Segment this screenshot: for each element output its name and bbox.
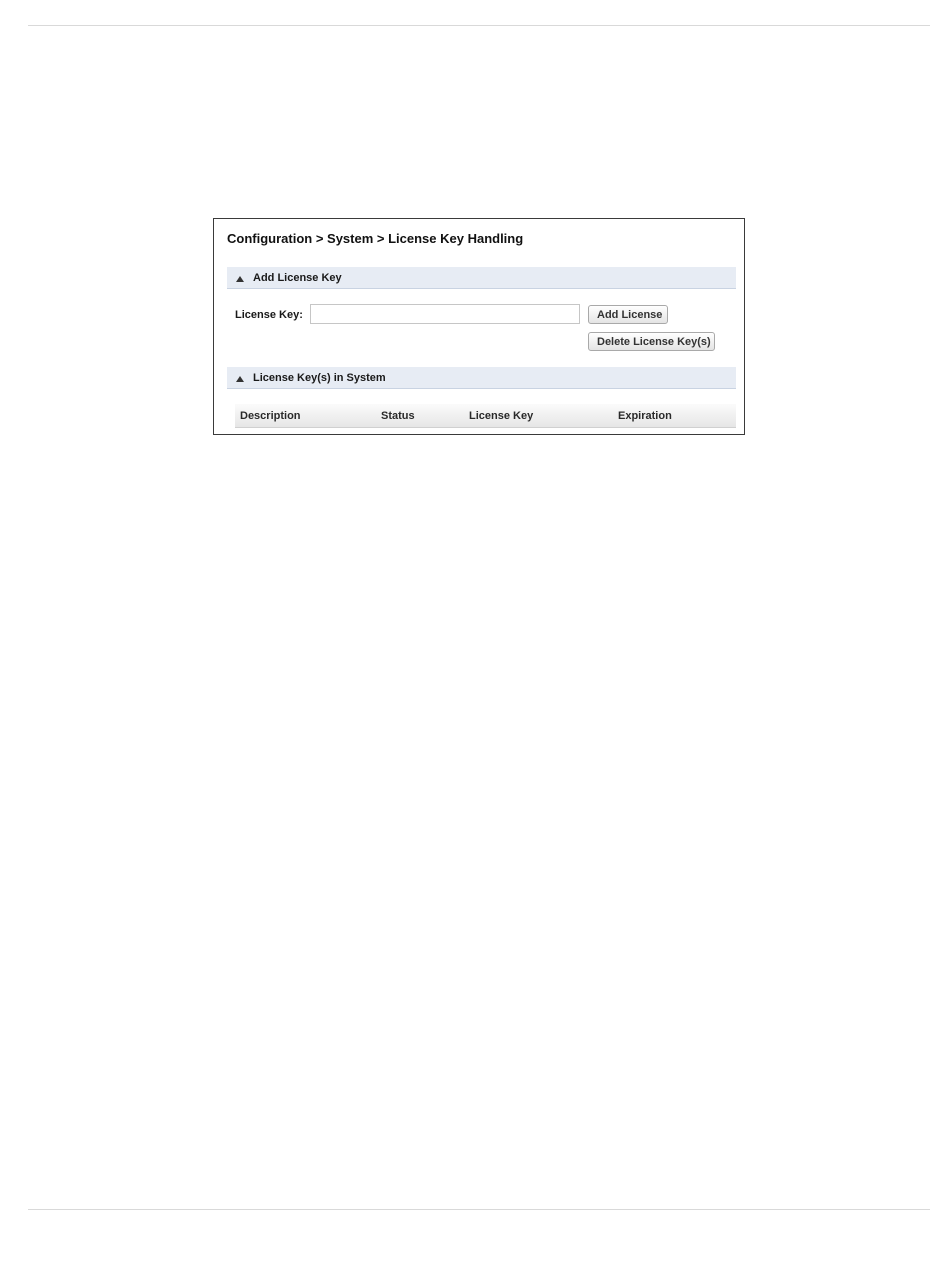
add-license-section-header[interactable] [227,267,736,289]
add-license-section-title: Add License Key [253,271,342,284]
license-table-header [235,404,736,428]
collapse-triangle-icon[interactable] [236,276,244,282]
collapse-triangle-icon[interactable] [236,376,244,382]
license-keys-section-title: License Key(s) in System [253,371,386,384]
page-bottom-rule [28,1209,930,1210]
column-header-description[interactable]: Description [240,410,301,422]
breadcrumb: Configuration > System > License Key Handling [227,231,524,246]
delete-license-keys-button[interactable]: Delete License Key(s) [588,332,715,351]
column-header-expiration[interactable]: Expiration [618,410,672,422]
license-keys-section-header[interactable] [227,367,736,389]
add-license-button[interactable]: Add License [588,305,668,324]
license-key-label: License Key: [235,309,303,321]
license-key-input[interactable] [310,304,580,324]
license-key-panel [213,218,745,435]
column-header-license-key[interactable]: License Key [469,410,534,422]
page-top-rule [28,25,930,26]
column-header-status[interactable]: Status [381,410,415,422]
